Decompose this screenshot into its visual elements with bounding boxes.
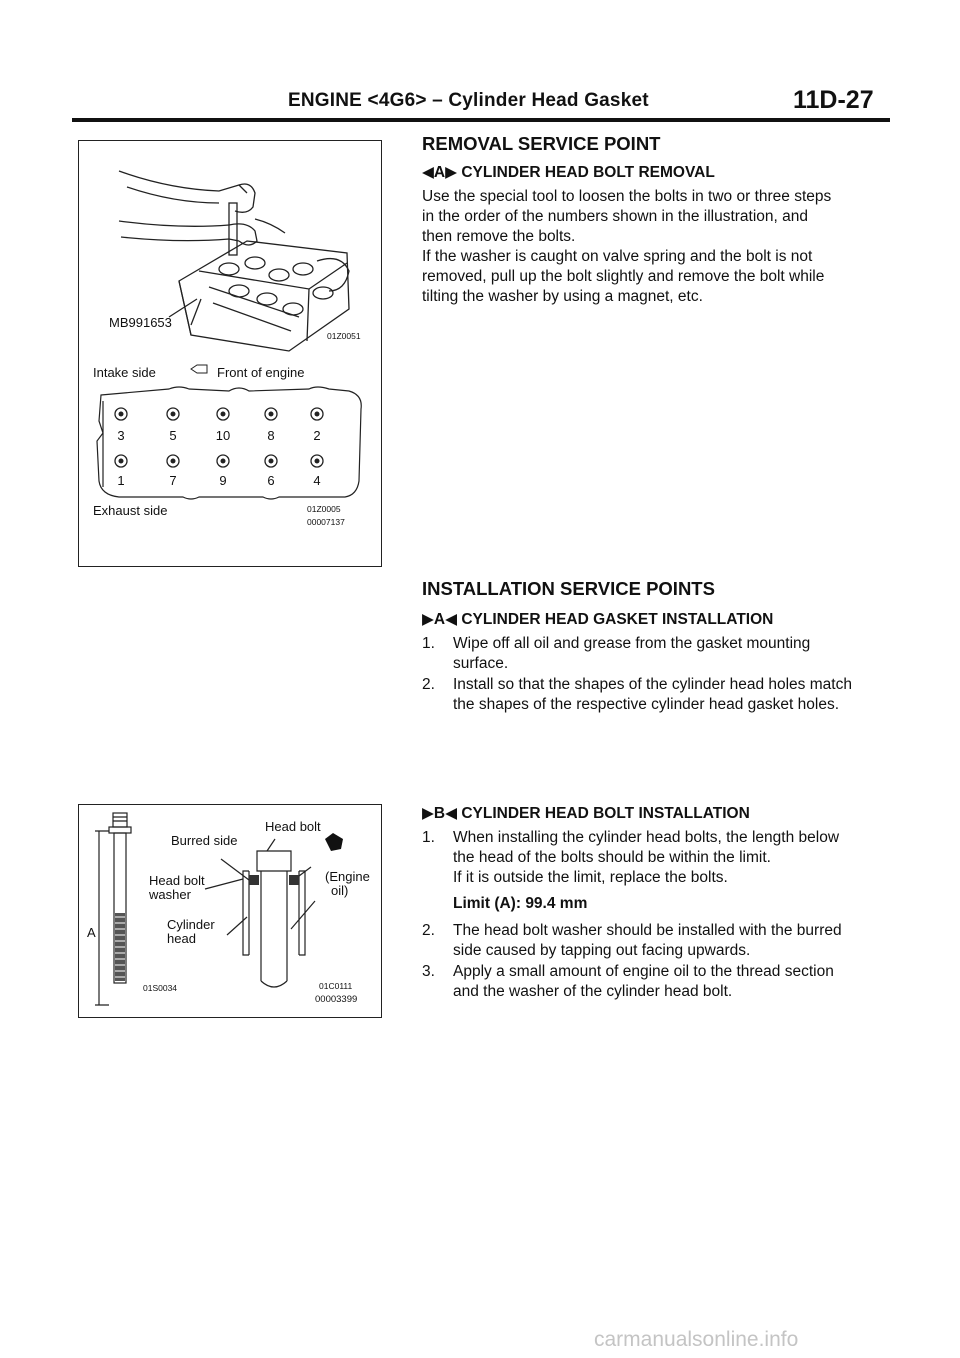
head-bolt-label: Head bolt — [265, 819, 321, 834]
bolt-top-number: 2 — [313, 428, 321, 443]
text-line: removed, pull up the bolt slightly and remove the bolt while — [422, 268, 825, 285]
bolt-grid — [115, 408, 323, 488]
text-line: Apply a small amount of engine oil to the thread section — [453, 963, 834, 980]
list-item — [422, 634, 892, 674]
list-item — [422, 675, 892, 715]
bolt-bottom-number: 6 — [267, 473, 275, 488]
bolt-center-icon — [221, 459, 226, 464]
text-line: When installing the cylinder head bolts, the length below — [453, 829, 840, 846]
text-line: surface. — [453, 655, 509, 672]
cylinder-head-plan-outline — [97, 387, 361, 499]
washer-section — [289, 875, 299, 885]
text-line: side caused by tapping out facing upwards. — [453, 942, 751, 959]
page-number: 11D-27 — [793, 86, 874, 114]
bolt-installation-subheading: ▶B◀ CYLINDER HEAD BOLT INSTALLATION — [422, 805, 750, 822]
text-line: and the washer of the cylinder head bolt. — [453, 983, 733, 1000]
removal-section-title: REMOVAL SERVICE POINT — [422, 133, 661, 154]
bolt-bottom-number: 4 — [313, 473, 321, 488]
head-bolt-illustration — [79, 805, 381, 1017]
exhaust-side-label: Exhaust side — [93, 503, 168, 518]
bolt-top-number: 3 — [117, 428, 125, 443]
bolt-center-icon — [221, 412, 226, 417]
bolt-bottom-number: 9 — [219, 473, 227, 488]
engine-oil-label: (Engine — [325, 869, 370, 884]
step-number: 3. — [422, 963, 435, 980]
bolt-sequence-figure — [78, 140, 382, 567]
intake-side-label: Intake side — [93, 365, 156, 380]
limit-value: Limit (A): 99.4 mm — [453, 895, 588, 912]
header-rule — [72, 118, 890, 122]
text-line: the head of the bolts should be within the limit. — [453, 849, 771, 866]
bolt-top-number: 5 — [169, 428, 177, 443]
removal-paragraph — [422, 187, 892, 307]
bolt-center-icon — [119, 459, 124, 464]
bolt-center-icon — [269, 412, 274, 417]
bolt-top-number: 10 — [215, 428, 231, 443]
text-line: in the order of the numbers shown in the illustration, and — [422, 208, 809, 225]
figure-code: 01C0111 — [319, 981, 353, 991]
figure-code: 01Z0051 — [327, 331, 361, 341]
bolt-removal-illustration — [79, 141, 381, 566]
list-item — [422, 962, 892, 1002]
installation-section-title: INSTALLATION SERVICE POINTS — [422, 578, 715, 599]
text-line: then remove the bolts. — [422, 228, 576, 245]
step-number: 2. — [422, 922, 435, 939]
step-number: 2. — [422, 676, 435, 693]
text-line: If it is outside the limit, replace the bolts. — [453, 869, 728, 886]
head-bolt-washer-label: Head bolt — [149, 873, 205, 888]
list-item — [422, 828, 892, 914]
bolt-center-icon — [119, 412, 124, 417]
bolt-bottom-number: 7 — [169, 473, 177, 488]
front-arrow-icon — [191, 365, 207, 373]
figure-code: 00007137 — [307, 517, 345, 527]
watermark: carmanualsonline.info — [594, 1328, 799, 1351]
bolt-center-icon — [269, 459, 274, 464]
oil-can-icon — [325, 833, 343, 851]
text-line: The head bolt washer should be installed with the burred — [453, 922, 842, 939]
text-line: tilting the washer by using a magnet, etc. — [422, 288, 703, 305]
bolt-center-icon — [315, 412, 320, 417]
figure-code: 00003399 — [315, 994, 358, 1005]
bolt-center-icon — [171, 412, 176, 417]
bolt-top-number: 8 — [267, 428, 275, 443]
front-of-engine-label: Front of engine — [217, 365, 305, 380]
gasket-installation-subheading: ▶A◀ CYLINDER HEAD GASKET INSTALLATION — [422, 611, 774, 628]
list-item — [422, 921, 892, 961]
page-header — [0, 0, 960, 120]
dimension-a-label: A — [87, 925, 96, 940]
step-number: 1. — [422, 829, 435, 846]
engine-oil-label: oil) — [331, 883, 349, 898]
bolt-steps — [422, 828, 892, 1003]
text-line: Wipe off all oil and grease from the gasket mounting — [453, 635, 811, 652]
bolt-center-icon — [171, 459, 176, 464]
step-number: 1. — [422, 635, 435, 652]
text-line: the shapes of the respective cylinder head gasket holes. — [453, 696, 840, 713]
washer-section — [249, 875, 259, 885]
figure-code: 01Z0005 — [307, 504, 341, 514]
cylinder-head-label: Cylinder — [167, 917, 215, 932]
tool-label: MB991653 — [109, 315, 172, 330]
text-line: Install so that the shapes of the cylinder head holes match — [453, 676, 852, 693]
text-line: Use the special tool to loosen the bolts in two or three steps — [422, 188, 832, 205]
gasket-steps — [422, 634, 892, 716]
cylinder-head-label: head — [167, 931, 196, 946]
head-bolt-washer-label: washer — [149, 887, 191, 902]
head-bolt-figure — [78, 804, 382, 1018]
figure-code: 01S0034 — [143, 983, 178, 993]
page-title: ENGINE <4G6> – Cylinder Head Gasket — [288, 90, 649, 111]
removal-subheading: ◀A▶ CYLINDER HEAD BOLT REMOVAL — [422, 164, 715, 181]
text-line: If the washer is caught on valve spring and the bolt is not — [422, 248, 813, 265]
bolt-center-icon — [315, 459, 320, 464]
bolt-bottom-number: 1 — [117, 473, 125, 488]
burred-side-label: Burred side — [171, 833, 238, 848]
